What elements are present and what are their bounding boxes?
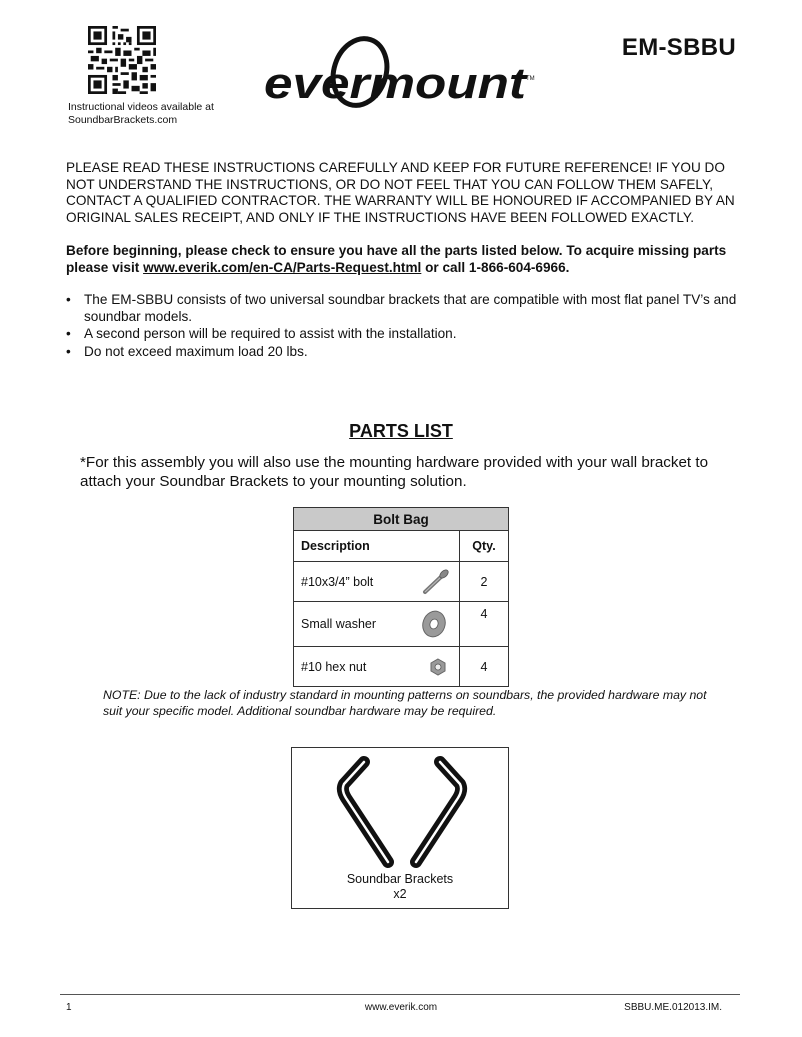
part-description: Small washer	[301, 617, 377, 631]
page-number: 1	[66, 1002, 72, 1013]
before-beginning-lead: Before beginning, please check to ensure you have all the parts listed below. To acquire missing parts please visit	[66, 243, 727, 275]
parts-request-link[interactable]: www.everik.com/en-CA/Parts-Request.html	[143, 259, 422, 275]
part-qty: 2	[460, 562, 509, 602]
list-item: • Do not exceed maximum load 20 lbs.	[66, 344, 746, 361]
part-qty: 4	[460, 602, 509, 647]
footer-divider	[60, 994, 740, 995]
table-row	[294, 602, 509, 647]
info-bullet-list	[66, 292, 746, 361]
logo-wordmark: evermount	[264, 59, 529, 108]
bolt-icon	[419, 568, 449, 596]
instructional-videos-note	[68, 101, 214, 127]
evermount-logo	[262, 36, 542, 116]
warning-text: PLEASE READ THESE INSTRUCTIONS CAREFULLY AND KEEP FOR FUTURE REFERENCE! IF YOU DO NOT UNDERSTAND THE INSTRUCTIONS, OR DO NOT FEEL THAT YOU CAN FOLLOW THEM SAFELY, CONTACT A QUALIFIED CONTRACTOR. THE WARRANTY WILL BE HONOURED IF ACCOMPANIED BY AN ORIGINAL SALES RECEIPT, AND ONLY IF THE INSTRUCTIONS HAVE BEEN FOLLOWED EXACTLY.	[66, 160, 735, 225]
description-header: Description	[294, 531, 460, 562]
bracket-label: Soundbar Brackets	[346, 872, 454, 886]
before-beginning-text	[66, 243, 746, 276]
part-description-cell	[294, 562, 460, 602]
bolt-bag-caption: Bolt Bag	[294, 508, 509, 531]
parts-list-title: PARTS LIST	[349, 421, 453, 441]
model-number: EM-SBBU	[621, 34, 736, 61]
hex-nut-icon	[427, 656, 449, 678]
qty-header: Qty.	[460, 531, 509, 562]
trademark-mark: TM	[526, 76, 535, 82]
part-qty: 4	[460, 647, 509, 687]
part-description-cell	[294, 602, 460, 647]
part-description: #10x3/4” bolt	[301, 574, 374, 589]
washer-icon	[419, 609, 449, 639]
assembly-note: *For this assembly you will also use the mounting hardware provided with your wall bracket to attach your Soundbar Brackets to your mounting solution.	[80, 454, 709, 490]
bracket-qty: x2	[393, 887, 407, 901]
part-description: #10 hex nut	[301, 659, 367, 674]
document-code: SBBU.ME.012013.IM.	[624, 1002, 722, 1013]
list-item: • A second person will be required to assist with the installation.	[66, 326, 746, 343]
list-item: • The EM-SBBU consists of two universal soundbar brackets that are compatible with most flat panel TV’s and soundbar models.	[66, 292, 746, 325]
bolt-bag-table	[293, 507, 509, 687]
part-description-cell	[294, 647, 460, 687]
qr-code-icon	[88, 26, 156, 94]
footer-url[interactable]: www.everik.com	[364, 1002, 438, 1013]
bracket-caption	[292, 872, 508, 902]
videos-note-line2[interactable]: SoundbarBrackets.com	[68, 114, 178, 126]
videos-note-line1: Instructional videos available at	[68, 101, 214, 113]
soundbar-bracket-icon	[332, 754, 472, 870]
table-row	[294, 647, 509, 687]
soundbar-brackets-box	[291, 747, 509, 909]
hardware-note: NOTE: Due to the lack of industry standard in mounting patterns on soundbars, the provided hardware may not suit your specific model. Additional soundbar hardware may be required.	[103, 688, 707, 718]
before-beginning-phone: or call 1-866-604-6966.	[421, 259, 570, 275]
table-row	[294, 562, 509, 602]
